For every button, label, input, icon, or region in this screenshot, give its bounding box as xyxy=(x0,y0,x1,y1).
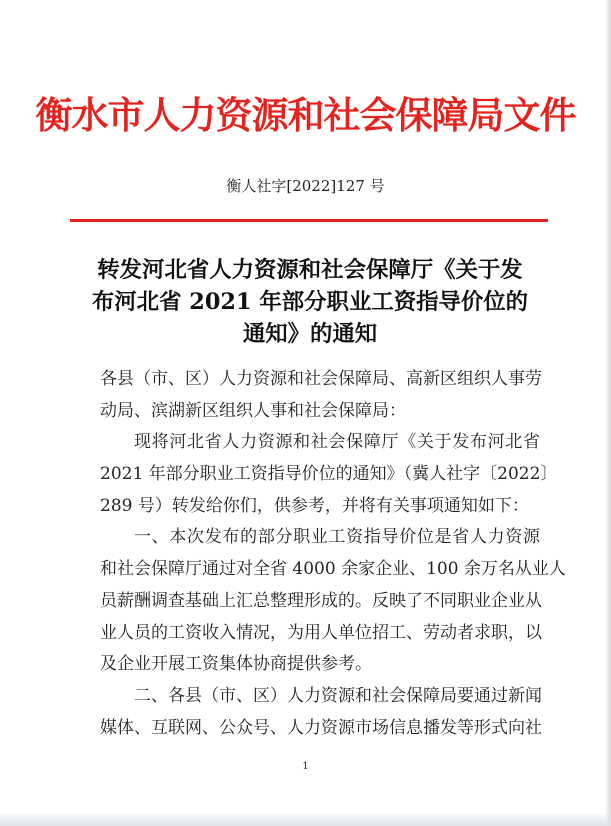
body-line: 和社会保障厅通过对全省 4000 余家企业、100 余万名从业人 xyxy=(100,559,566,580)
body-line: 动局、滨湖新区组织人事和社会保障局： xyxy=(100,400,406,421)
body-line: 业人员的工资收入情况，为用人单位招工、劳动者求职，以 xyxy=(100,622,542,643)
notice-title-line: 转发河北省人力资源和社会保障厅《关于发 xyxy=(97,257,523,283)
body-line: 媒体、互联网、公众号、人力资源市场信息播发等形式向社 xyxy=(100,717,542,738)
notice-title-line: 通知》的通知 xyxy=(242,321,378,347)
body-line: 289 号）转发给你们，供参考，并将有关事项通知如下： xyxy=(100,495,529,516)
page-bottom-band xyxy=(0,812,611,826)
notice-title-line: 布河北省 2021 年部分职业工资指导价位的 xyxy=(91,289,529,315)
body-line: 2021 年部分职业工资指导价位的通知》（冀人社字〔2022〕 xyxy=(100,464,558,485)
red-divider-line xyxy=(70,219,548,222)
agency-title: 衡水市人力资源和社会保障局文件 xyxy=(35,93,576,137)
body-line: 员薪酬调查基础上汇总整理形成的。反映了不同职业企业从 xyxy=(100,590,542,611)
body-line: 现将河北省人力资源和社会保障厅《关于发布河北省 xyxy=(134,432,540,453)
body-line: 及企业开展工资集体协商提供参考。 xyxy=(100,654,372,675)
body-line: 各县（市、区）人力资源和社会保障局、高新区组织人事劳 xyxy=(100,369,542,389)
body-line: 二、各县（市、区）人力资源和社会保障局要通过新闻 xyxy=(134,685,542,706)
body-line: 一、本次发布的部分职业工资指导价位是省人力资源 xyxy=(134,527,540,548)
document-number: 衡人社字[2022]127 号 xyxy=(226,177,385,195)
notice-title xyxy=(90,254,530,350)
page-number: 1 xyxy=(302,761,309,772)
notice-body xyxy=(100,364,566,744)
